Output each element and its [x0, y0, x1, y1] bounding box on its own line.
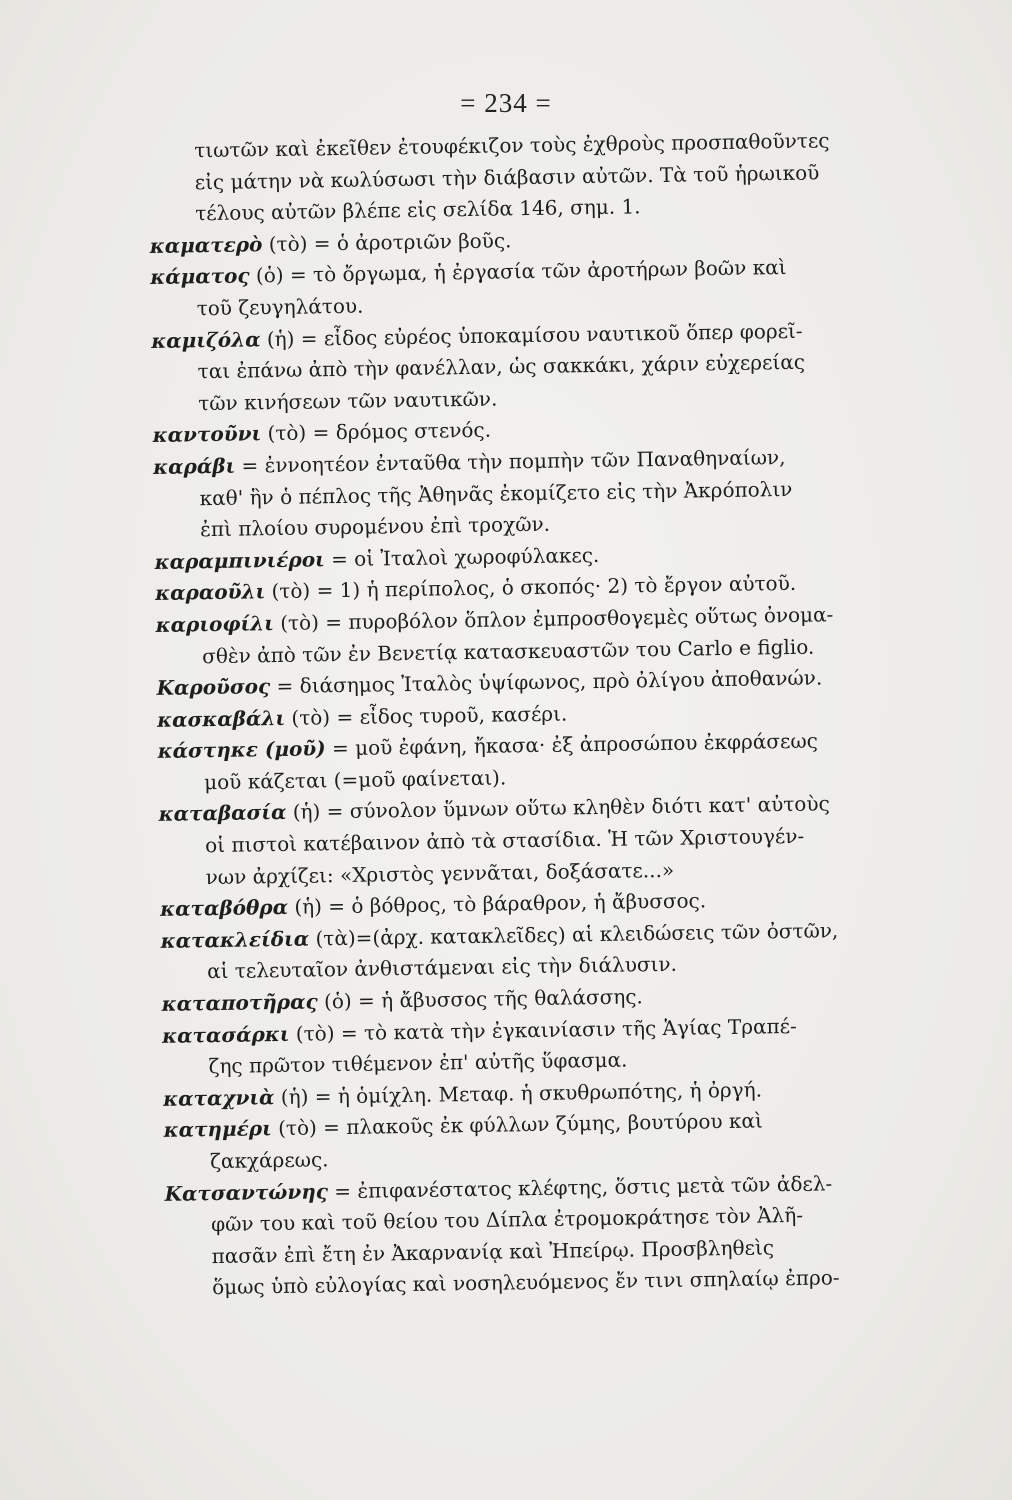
definition-text: νων ἀρχίζει: «Χριστὸς γεννᾶται, δοξάσατε...»: [205, 857, 675, 889]
definition-text: (ὁ) = τὸ ὄργωμα, ἡ ἐργασία τῶν ἀροτήρων βοῶν καὶ: [249, 255, 787, 288]
headword: καριοφίλι: [155, 610, 275, 637]
page-number: = 234 =: [460, 88, 552, 118]
headword: καραοῦλι: [154, 579, 266, 606]
headword: καντοῦνι: [152, 421, 262, 448]
headword: κάστηκε (μοῦ): [157, 736, 326, 764]
definition-text: = οἱ Ἰταλοὶ χωροφύλακες.: [324, 542, 600, 571]
definition-text: (τὸ) = ὁ ἀροτριῶν βοῦς.: [262, 228, 512, 256]
definition-text: (ἡ) = ἡ ὁμίχλη. Μεταφ. ἡ σκυθρωπότης, ἡ ὀργή.: [274, 1077, 763, 1109]
definition-text: ται ἐπάνω ἀπὸ τὴν φανέλλαν, ὡς σακκάκι, χάριν εὐχερείας: [197, 349, 806, 384]
headword: καταχνιὰ: [162, 1084, 275, 1111]
definition-text: μοῦ κάζεται (=μοῦ φαίνεται).: [203, 765, 507, 795]
definition-text: (ἡ) = σύνολον ὕμνων οὕτω κληθὲν διότι κατ' αὐτοὺς: [286, 791, 830, 825]
definition-text: σθὲν ἀπὸ τῶν ἐν Βενετίᾳ κατασκευαστῶν του Carlo e figlio.: [201, 634, 815, 668]
definition-text: οἱ πιστοὶ κατέβαινον ἀπὸ τὰ στασίδια. Ἡ τῶν Χριστουγέν-: [204, 823, 805, 858]
definition-text: τῶν κινήσεων τῶν ναυτικῶν.: [198, 386, 498, 415]
definition-text: ὅμως ὑπὸ εὐλογίας καὶ νοσηλευόμενος ἔν τινι σπηλαίῳ ἐπρο-: [211, 1265, 840, 1300]
definition-text: αἱ τελευταῖον ἀνθιστάμεναι εἰς τὴν διάλυσιν.: [206, 952, 678, 984]
headword: κάματος: [150, 263, 250, 290]
definition-text: (τὸ) = τὸ κατὰ τὴν ἐγκαινίασιν τῆς Ἁγίας Τραπέ-: [289, 1013, 797, 1046]
headword: κατημέρι: [163, 1116, 272, 1143]
headword: κατακλείδια: [160, 926, 310, 953]
definition-text: (τὸ) = 1) ἡ περίπολος, ὁ σκοπός· 2) τὸ ἔργον αὐτοῦ.: [264, 571, 797, 604]
definition-text: εἰς μάτην νὰ κωλύσωσι τὴν διάβασιν αὐτῶν. Τὰ τοῦ ἡρωικοῦ: [194, 160, 820, 194]
headword: κατασάρκι: [161, 1021, 290, 1048]
definition-text: = ἐπιφανέστατος κλέφτης, ὅστις μετὰ τῶν ἀδελ-: [327, 1170, 833, 1203]
definition-text: = μοῦ ἐφάνη, ἤκασα· ἐξ ἀπροσώπου ἐκφράσεως: [325, 728, 819, 761]
headword: Καροῦσος: [156, 674, 271, 701]
headword: καματερὸ: [149, 231, 263, 258]
definition-text: καθ' ἣν ὁ πέπλος τῆς Ἀθηνᾶς ἐκομίζετο εἰς τὴν Ἀκρόπολιν: [199, 476, 793, 510]
definition-text: = ἐννοητέον ἐνταῦθα τὴν πομπὴν τῶν Παναθηναίων,: [235, 444, 786, 478]
headword: κασκαβάλι: [156, 705, 286, 732]
headword: καραμπινιέροι: [154, 546, 325, 574]
definition-text: (τὸ) = εἶδος τυροῦ, κασέρι.: [284, 701, 568, 730]
definition-text: πασᾶν ἐπὶ ἔτη ἐν Ἀκαρνανίᾳ καὶ Ἠπείρῳ. Προσβληθεὶς: [211, 1235, 775, 1268]
definition-text: = διάσημος Ἰταλὸς ὑψίφωνος, πρὸ ὀλίγου ἀποθανών.: [270, 665, 823, 699]
headword: καταποτῆρας: [161, 989, 318, 1016]
definition-text: (τὸ) = πλακοῦς ἐκ φύλλων ζύμης, βουτύρου καὶ: [271, 1108, 763, 1141]
glossary-text: [148, 124, 936, 1305]
definition-text: (ὁ) = ἡ ἄβυσσος τῆς θαλάσσης.: [317, 984, 643, 1014]
definition-text: (τὸ) = δρόμος στενός.: [261, 417, 492, 446]
headword: καταβασία: [158, 800, 287, 827]
definition-text: τέλους αὐτῶν βλέπε εἰς σελίδα 146, σημ. 1.: [195, 194, 641, 226]
definition-text: (τὰ)=(ἀρχ. κατακλεῖδες) αἱ κλειδώσεις τῶν ὀστῶν,: [308, 918, 839, 951]
headword: Κατσαντώνης: [164, 1178, 329, 1206]
definition-text: (τὸ) = πυροβόλον ὅπλον ἐμπροσθογεμὲς οὕτως ὀνομα-: [273, 602, 834, 635]
definition-text: ἐπὶ πλοίου συρομένου ἐπὶ τροχῶν.: [199, 511, 551, 542]
definition-text: (ἡ) = εἶδος εὐρέος ὑποκαμίσου ναυτικοῦ ὅπερ φορεῖ-: [260, 318, 803, 351]
definition-text: φῶν του καὶ τοῦ θείου του Δίπλα ἐτρομοκράτησε τὸν Ἀλῆ-: [210, 1203, 804, 1237]
definition-text: ζης πρῶτον τιθέμενον ἐπ' αὐτῆς ὕφασμα.: [208, 1047, 628, 1079]
headword: καράβι: [153, 453, 236, 479]
definition-text: τιωτῶν καὶ ἐκεῖθεν ἐτουφέκιζον τοὺς ἐχθροὺς προσπαθοῦντες: [194, 128, 830, 163]
definition-text: τοῦ ζευγηλάτου.: [196, 293, 364, 321]
definition-text: (ἡ) = ὁ βόθρος, τὸ βάραθρον, ἡ ἄβυσσος.: [287, 888, 707, 920]
headword: καμιζόλα: [151, 326, 261, 353]
definition-text: ζακχάρεως.: [209, 1147, 329, 1174]
headword: καταβόθρα: [159, 895, 289, 922]
